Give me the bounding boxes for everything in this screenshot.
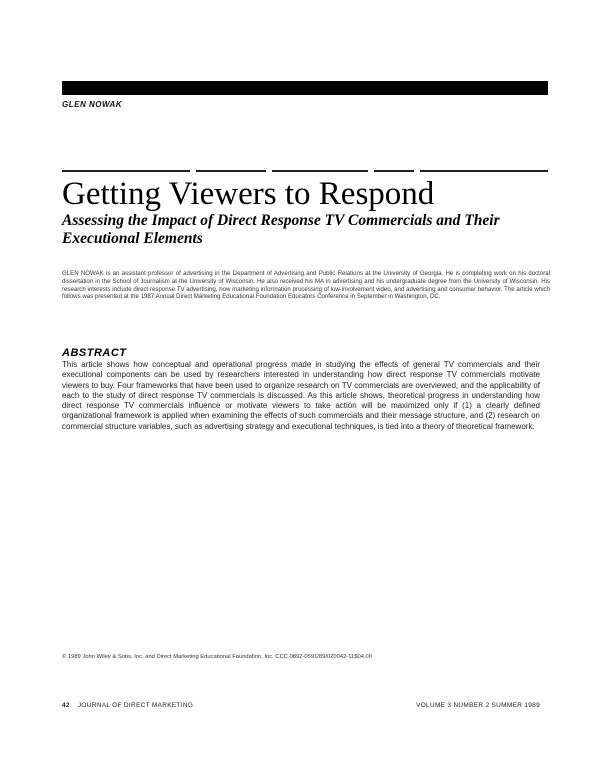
article-title: Getting Viewers to Respond bbox=[62, 176, 435, 212]
author-bio: GLEN NOWAK is an assistant professor of advertising in the Department of Advertising and Public Relations at the University of Georgia. He is completing work on his doctoral dissertation in the School of Journalism at the University of Wisconsin. He also received his MA in advertising and his undergraduate degree from the University of Wisconsin. His research interests include direct response TV advertising, how marketing information processing of low-involvement video, and advertising and consumer behavior. The article which follows was presented at the 1987 Annual Direct Marketing Educational Foundation Educators Conference in September in Washington, DC. bbox=[62, 270, 550, 301]
title-rule bbox=[62, 170, 190, 172]
journal-name: JOURNAL OF DIRECT MARKETING bbox=[77, 702, 194, 709]
title-rule bbox=[272, 170, 368, 172]
title-rule bbox=[374, 170, 414, 172]
abstract-body: This article shows how conceptual and operational progress made in studying the effects of general TV commercials and their executional components can be used by researchers interested in understanding how direct response TV commercials motivate viewers to buy. Four frameworks that have been used to organize research on TV commercials are overviewed, and the applicability of each to the study of direct response TV commercials is discussed. As this article shows, theoretical progress in understanding how direct response TV commercials influence or motivate viewers to take action will be maximized only if (1) a clearly defined organizational framework is applied when examining the effects of such commercials and their message structure, and (2) research on commercial structure variables, such as advertising strategy and executional techniques, is tied into a theory of theoretical framework. bbox=[62, 360, 540, 431]
abstract-heading: ABSTRACT bbox=[62, 347, 127, 359]
article-subtitle: Assessing the Impact of Direct Response TV Commercials and Their Executional Elements bbox=[62, 212, 500, 247]
header-rule bbox=[62, 81, 548, 95]
title-rule bbox=[420, 170, 548, 172]
page-number: 42 bbox=[62, 702, 70, 709]
footer-issue: VOLUME 3 NUMBER 2 SUMMER 1989 bbox=[416, 702, 540, 709]
author-name: GLEN NOWAK bbox=[62, 100, 123, 109]
copyright-notice: © 1989 John Wiley & Sons, Inc. and Direct Marketing Educational Foundation, Inc. CCC 0892-0591/89/020042-11$04.00 bbox=[62, 654, 372, 660]
footer-journal bbox=[62, 702, 193, 709]
title-rule bbox=[196, 170, 266, 172]
